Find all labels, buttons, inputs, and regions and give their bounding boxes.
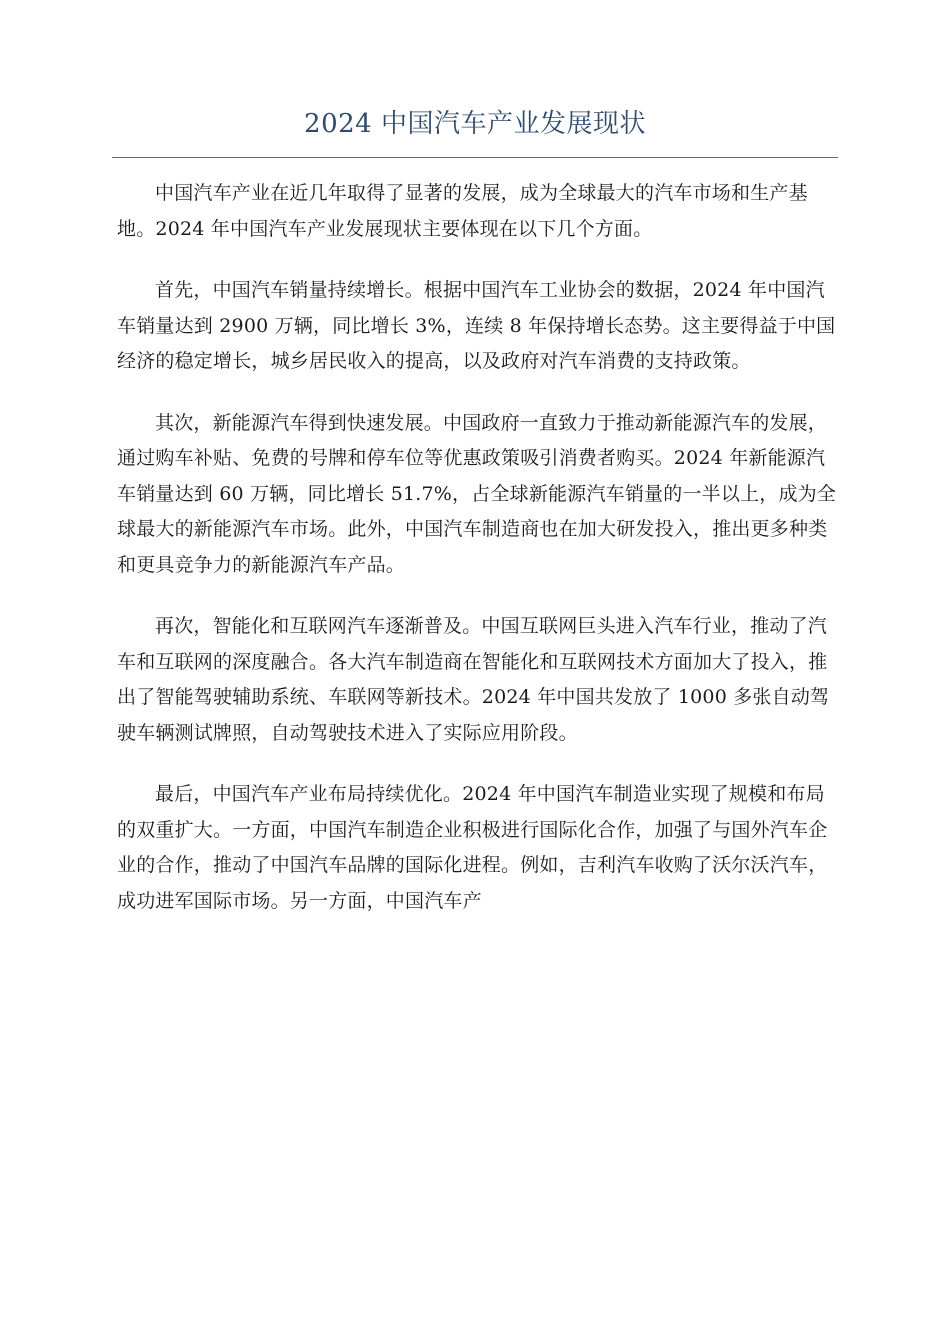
paragraph-new-energy: 其次，新能源汽车得到快速发展。中国政府一直致力于推动新能源汽车的发展，通过购车补贴、免费的号牌和停车位等优惠政策吸引消费者购买。2024 年新能源汽车销量达到 60 万辆，同比增长 51.7%，占全球新能源汽车销量的一半以上，成为全球最大的新能源汽车市场。此外，中国汽车制造商也在加大研发投入，推出更多种类和更具竞争力的新能源汽车产品。 <box>117 411 837 576</box>
title-divider <box>112 157 838 158</box>
paragraph-industry-layout: 最后，中国汽车产业布局持续优化。2024 年中国汽车制造业实现了规模和布局的双重扩大。一方面，中国汽车制造企业积极进行国际化合作，加强了与国外汽车企业的合作，推动了中国汽车品牌的国际化进程。例如，吉利汽车收购了沃尔沃汽车，成功进军国际市场。另一方面，中国汽车产 <box>117 783 828 912</box>
document-title: 2024 中国汽车产业发展现状 <box>304 109 646 139</box>
document-body <box>117 176 839 945</box>
paragraph-intro: 中国汽车产业在近几年取得了显著的发展，成为全球最大的汽车市场和生产基地。2024 年中国汽车产业发展现状主要体现在以下几个方面。 <box>117 182 808 240</box>
paragraph-sales-growth: 首先，中国汽车销量持续增长。根据中国汽车工业协会的数据，2024 年中国汽车销量达到 2900 万辆，同比增长 3%，连续 8 年保持增长态势。这主要得益于中国经济的稳定增长，城乡居民收入的提高，以及政府对汽车消费的支持政策。 <box>117 279 836 372</box>
paragraph-smart-connected: 再次，智能化和互联网汽车逐渐普及。中国互联网巨头进入汽车行业，推动了汽车和互联网的深度融合。各大汽车制造商在智能化和互联网技术方面加大了投入，推出了智能驾驶辅助系统、车联网等新技术。2024 年中国共发放了 1000 多张自动驾驶车辆测试牌照，自动驾驶技术进入了实际应用阶段。 <box>117 615 830 744</box>
